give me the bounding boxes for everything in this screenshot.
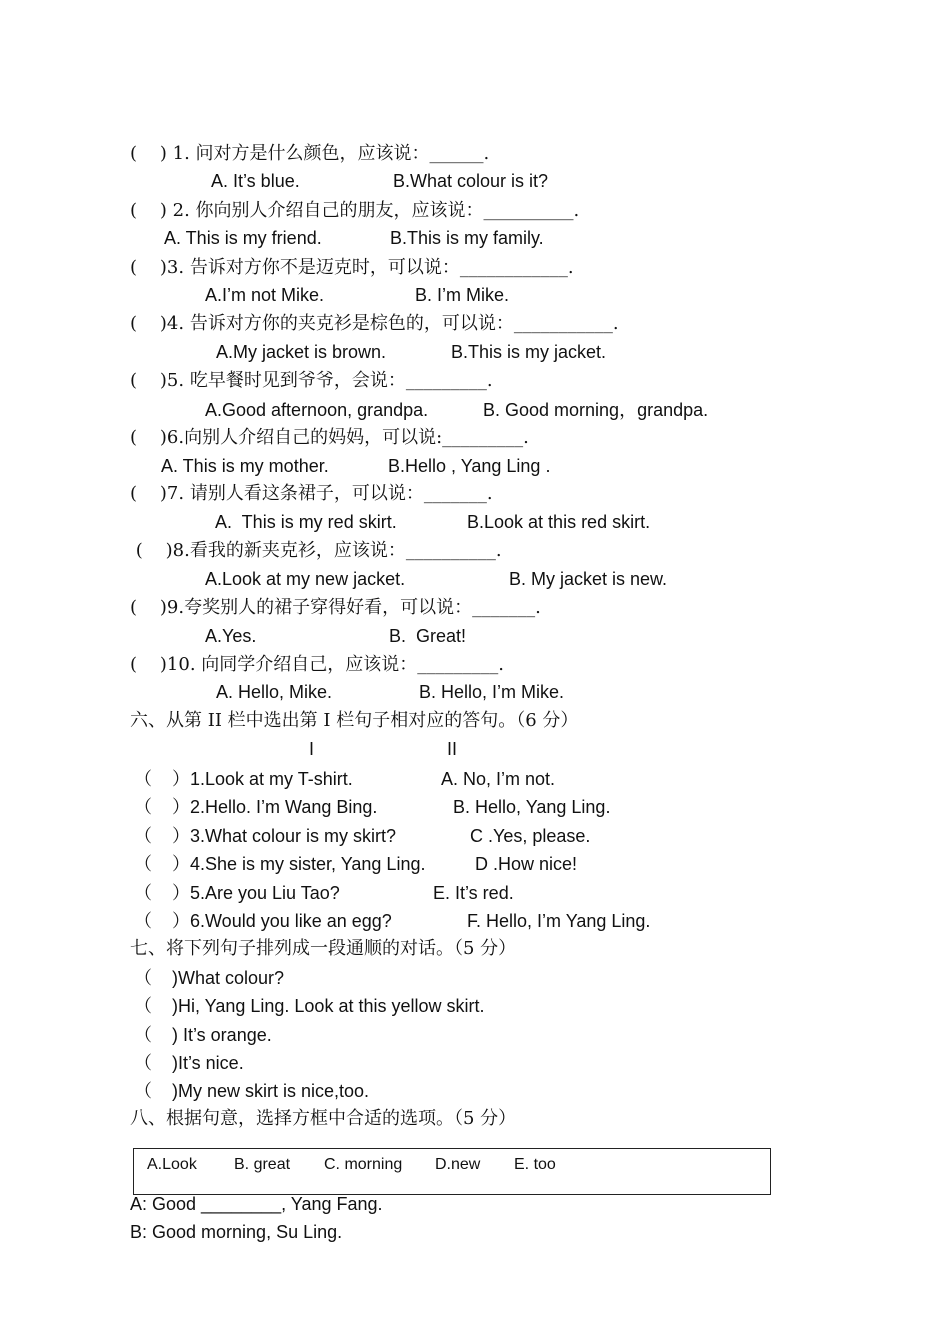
question-3-stem: ( )3. 告诉对方你不是迈克时，可以说：____________. xyxy=(130,257,574,278)
match-left-3: （ ）3.What colour is my skirt? xyxy=(134,826,397,846)
section-6-title: 六、从第 II 栏中选出第 I 栏句子相对应的答句。（6 分） xyxy=(130,710,579,731)
option-b: B. great xyxy=(234,1156,291,1173)
match-right-c: C .Yes, please. xyxy=(470,826,591,846)
question-6-stem: ( )6.向别人介绍自己的妈妈，可以说:_________. xyxy=(130,427,529,448)
option-d: D.new xyxy=(435,1156,481,1173)
match-left-1: （ ）1.Look at my T-shirt. xyxy=(134,769,353,789)
question-10-option-b: B. Hello, I’m Mike. xyxy=(419,682,565,702)
question-7-option-a: A. This is my red skirt. xyxy=(215,512,397,532)
question-2-option-b: B.This is my family. xyxy=(390,228,544,248)
match-right-f: F. Hello, I’m Yang Ling. xyxy=(467,911,651,931)
section-6-column-i-header: I xyxy=(309,739,315,759)
option-e: E. too xyxy=(514,1156,556,1173)
question-4-option-b: B.This is my jacket. xyxy=(451,342,607,362)
dialogue-a-line: A: Good ________, Yang Fang. xyxy=(130,1194,383,1214)
question-4-stem: ( )4. 告诉对方你的夹克衫是棕色的，可以说：___________. xyxy=(130,313,619,334)
option-c: C. morning xyxy=(324,1156,403,1173)
section-6-column-ii-header: II xyxy=(447,739,458,759)
question-8-option-b: B. My jacket is new. xyxy=(509,569,668,589)
match-left-2: （ ）2.Hello. I’m Wang Bing. xyxy=(134,797,378,817)
question-3-option-a: A.I’m not Mike. xyxy=(205,285,325,305)
question-2-option-a: A. This is my friend. xyxy=(164,228,322,248)
question-10-stem: ( )10. 向同学介绍自己，应该说：_________. xyxy=(130,654,504,675)
question-6-option-a: A. This is my mother. xyxy=(161,456,329,476)
question-4-option-a: A.My jacket is brown. xyxy=(216,342,387,362)
question-2-stem: ( ) 2. 你向别人介绍自己的朋友，应该说：__________. xyxy=(130,200,580,221)
question-8-option-a: A.Look at my new jacket. xyxy=(205,569,406,589)
match-right-d: D .How nice! xyxy=(475,854,578,874)
dialogue-b-line: B: Good morning, Su Ling. xyxy=(130,1222,343,1242)
dialogue-line-2: （ )Hi, Yang Ling. Look at this yellow skirt. xyxy=(134,996,485,1016)
question-7-option-b: B.Look at this red skirt. xyxy=(467,512,651,532)
question-9-option-b: B. Great! xyxy=(389,626,467,646)
question-3-option-b: B. I’m Mike. xyxy=(415,285,510,305)
question-8-stem: ( )8.看我的新夹克衫，应该说：__________. xyxy=(130,540,502,561)
question-10-option-a: A. Hello, Mike. xyxy=(216,682,333,702)
section-8-title: 八、根据句意，选择方框中合适的选项。（5 分） xyxy=(130,1108,517,1129)
question-9-option-a: A.Yes. xyxy=(205,626,257,646)
dialogue-line-5: （ )My new skirt is nice,too. xyxy=(134,1081,370,1101)
question-9-stem: ( )9.夸奖别人的裙子穿得好看，可以说：_______. xyxy=(130,597,541,618)
question-5-stem: ( )5. 吃早餐时见到爷爷，会说：_________. xyxy=(130,370,493,391)
options-box xyxy=(133,1148,771,1195)
match-right-a: A. No, I’m not. xyxy=(441,769,556,789)
section-7-title: 七、将下列句子排列成一段通顺的对话。（5 分） xyxy=(130,938,517,959)
match-left-5: （ ）5.Are you Liu Tao? xyxy=(134,883,340,903)
option-a: A.Look xyxy=(147,1156,197,1173)
dialogue-line-4: （ )It’s nice. xyxy=(134,1053,244,1073)
question-5-option-b: B. Good morning，grandpa. xyxy=(483,400,709,420)
dialogue-line-1: （ )What colour? xyxy=(134,968,285,988)
question-1-option-b: B.What colour is it? xyxy=(393,171,549,191)
question-5-option-a: A.Good afternoon, grandpa. xyxy=(205,400,429,420)
match-right-b: B. Hello, Yang Ling. xyxy=(453,797,611,817)
question-1-stem: ( ) 1. 问对方是什么颜色，应该说：______. xyxy=(130,143,490,164)
dialogue-line-3: （ ) It’s orange. xyxy=(134,1025,272,1045)
match-right-e: E. It’s red. xyxy=(433,883,514,903)
question-7-stem: ( )7. 请别人看这条裙子，可以说：_______. xyxy=(130,483,493,504)
match-left-6: （ ）6.Would you like an egg? xyxy=(134,911,392,931)
question-1-option-a: A. It’s blue. xyxy=(211,171,300,191)
match-left-4: （ ）4.She is my sister, Yang Ling. xyxy=(134,854,426,874)
question-6-option-b: B.Hello , Yang Ling . xyxy=(388,456,551,476)
